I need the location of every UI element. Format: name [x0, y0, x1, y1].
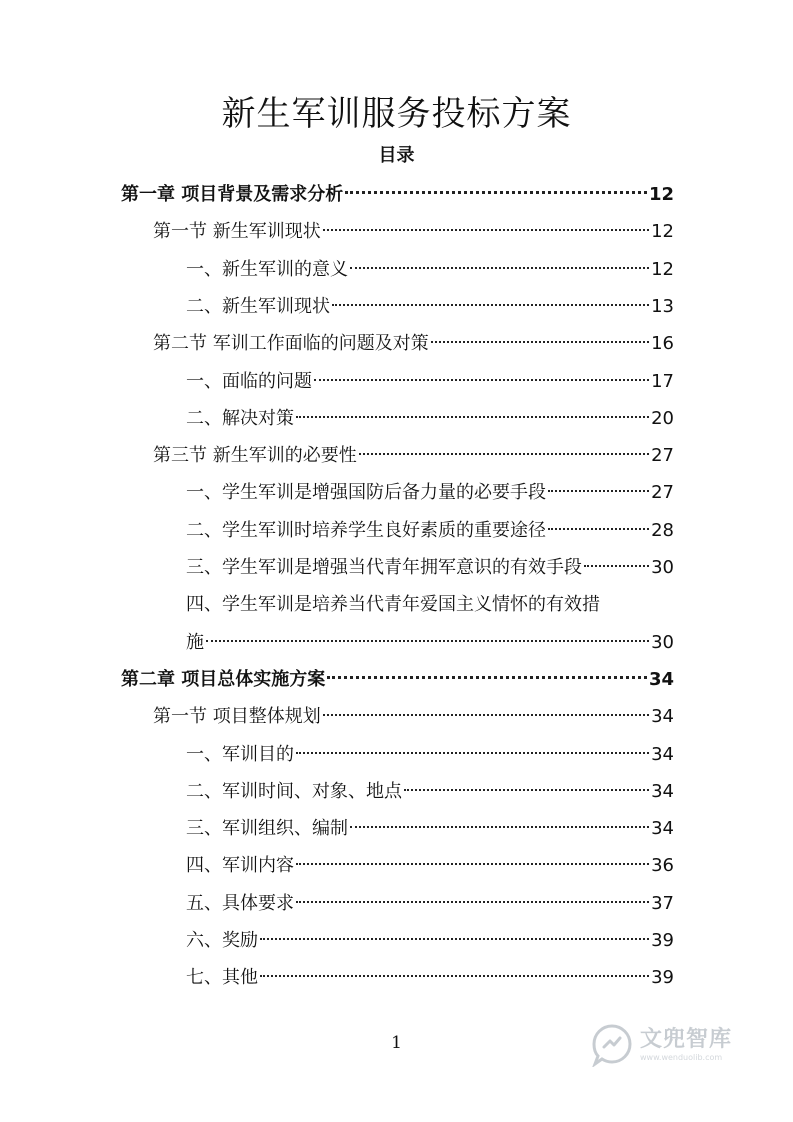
- toc-dot-leader: [404, 789, 649, 791]
- toc-entry-page: 27: [651, 482, 674, 503]
- toc-entry-label: 一、军训目的: [186, 744, 294, 765]
- toc-entry[interactable]: [186, 847, 674, 884]
- watermark: [590, 1018, 780, 1072]
- toc-entry-label: 五、具体要求: [186, 893, 294, 914]
- toc-entry[interactable]: [121, 661, 674, 698]
- toc-dot-leader: [345, 191, 647, 194]
- toc-entry-label: 二、解决对策: [186, 408, 294, 429]
- toc-entry-label: 七、其他: [186, 967, 258, 988]
- toc-entry-page: 39: [651, 967, 674, 988]
- toc-entry-page: 28: [651, 520, 674, 541]
- toc-entry-label: 第一节 新生军训现状: [153, 221, 321, 242]
- toc-dot-leader: [350, 267, 649, 269]
- toc-entry[interactable]: [186, 363, 674, 400]
- toc-entry-page: 17: [651, 371, 674, 392]
- toc-entry-label: 三、军训组织、编制: [186, 818, 348, 839]
- toc-entry-label: 第三节 新生军训的必要性: [153, 445, 357, 466]
- toc-dot-leader: [548, 528, 649, 530]
- toc-entry[interactable]: [186, 624, 674, 661]
- toc-entry-label: 第二章 项目总体实施方案: [121, 669, 326, 690]
- toc-entry-label: 二、新生军训现状: [186, 296, 330, 317]
- toc-dot-leader: [431, 341, 649, 343]
- toc-entry[interactable]: [186, 922, 674, 959]
- toc-entry[interactable]: [153, 698, 674, 735]
- toc-entry[interactable]: [186, 773, 674, 810]
- toc-entry[interactable]: [186, 959, 674, 996]
- toc-dot-leader: [296, 863, 649, 865]
- toc-entry-label: 第一章 项目背景及需求分析: [121, 184, 344, 205]
- toc-entry-label: 四、学生军训是培养当代青年爱国主义情怀的有效措: [186, 594, 600, 615]
- toc-entry[interactable]: [186, 810, 674, 847]
- toc-dot-leader: [332, 304, 649, 306]
- toc-entry-page: 34: [651, 706, 674, 727]
- toc-entry-page: 34: [648, 669, 674, 690]
- toc-entry[interactable]: [121, 176, 674, 213]
- toc-entry-label: 第二节 军训工作面临的问题及对策: [153, 333, 429, 354]
- toc-dot-leader: [323, 714, 649, 716]
- toc-dot-leader: [260, 938, 649, 940]
- toc-dot-leader: [327, 676, 647, 679]
- toc-entry[interactable]: [153, 437, 674, 474]
- watermark-url: www.wenduolib.com: [640, 1053, 723, 1062]
- toc-dot-leader: [260, 975, 649, 977]
- toc-entry-page: 37: [651, 893, 674, 914]
- toc-entry[interactable]: [186, 474, 674, 511]
- toc-dot-leader: [323, 229, 649, 231]
- toc-entry-page: 12: [651, 221, 674, 242]
- toc-dot-leader: [548, 490, 649, 492]
- toc-dot-leader: [206, 640, 649, 642]
- page-number: 1: [391, 1033, 402, 1053]
- toc-dot-leader: [350, 826, 649, 828]
- toc-entry-page: 39: [651, 930, 674, 951]
- toc-entry-page: 20: [651, 408, 674, 429]
- toc-entry-label: 施: [186, 632, 204, 653]
- toc-dot-leader: [314, 379, 649, 381]
- toc-entry-label: 三、学生军训是增强当代青年拥军意识的有效手段: [186, 557, 582, 578]
- toc-entry-page: 30: [651, 632, 674, 653]
- toc-entry-label: 一、面临的问题: [186, 371, 312, 392]
- toc-dot-leader: [584, 565, 649, 567]
- toc-entry[interactable]: [186, 251, 674, 288]
- toc-entry-page: 30: [651, 557, 674, 578]
- toc-heading: 目录: [378, 145, 415, 166]
- toc-entry-page: 16: [651, 333, 674, 354]
- toc-entry-label: 六、奖励: [186, 930, 258, 951]
- toc-entry-label: 一、新生军训的意义: [186, 259, 348, 280]
- toc-entry-page: 27: [651, 445, 674, 466]
- toc-entry[interactable]: [186, 512, 674, 549]
- toc-entry-page: 13: [651, 296, 674, 317]
- toc-entry-page: 36: [651, 855, 674, 876]
- toc-entry-label: 四、军训内容: [186, 855, 294, 876]
- watermark-logo-icon: [590, 1023, 634, 1067]
- toc-entry-page: 34: [651, 818, 674, 839]
- toc-entry-page: 12: [648, 184, 674, 205]
- toc-entry[interactable]: [186, 586, 674, 623]
- toc-entry[interactable]: [186, 288, 674, 325]
- toc-dot-leader: [296, 901, 649, 903]
- toc-entry-page: 12: [651, 259, 674, 280]
- toc-dot-leader: [359, 453, 649, 455]
- toc-dot-leader: [296, 752, 649, 754]
- toc-entry-label: 第一节 项目整体规划: [153, 706, 321, 727]
- toc-entry[interactable]: [186, 736, 674, 773]
- toc-entry[interactable]: [153, 213, 674, 250]
- toc-entry-page: 34: [651, 781, 674, 802]
- toc-entry[interactable]: [186, 549, 674, 586]
- toc-entry-label: 二、军训时间、对象、地点: [186, 781, 402, 802]
- toc-entry[interactable]: [186, 885, 674, 922]
- toc-entry[interactable]: [153, 325, 674, 362]
- toc-entry[interactable]: [186, 400, 674, 437]
- toc-entry-page: 34: [651, 744, 674, 765]
- toc-dot-leader: [296, 416, 649, 418]
- watermark-name: 文兜智库: [640, 1027, 733, 1052]
- toc-entry-label: 一、学生军训是增强国防后备力量的必要手段: [186, 482, 546, 503]
- toc-entry-label: 二、学生军训时培养学生良好素质的重要途径: [186, 520, 546, 541]
- document-title: 新生军训服务投标方案: [221, 94, 572, 134]
